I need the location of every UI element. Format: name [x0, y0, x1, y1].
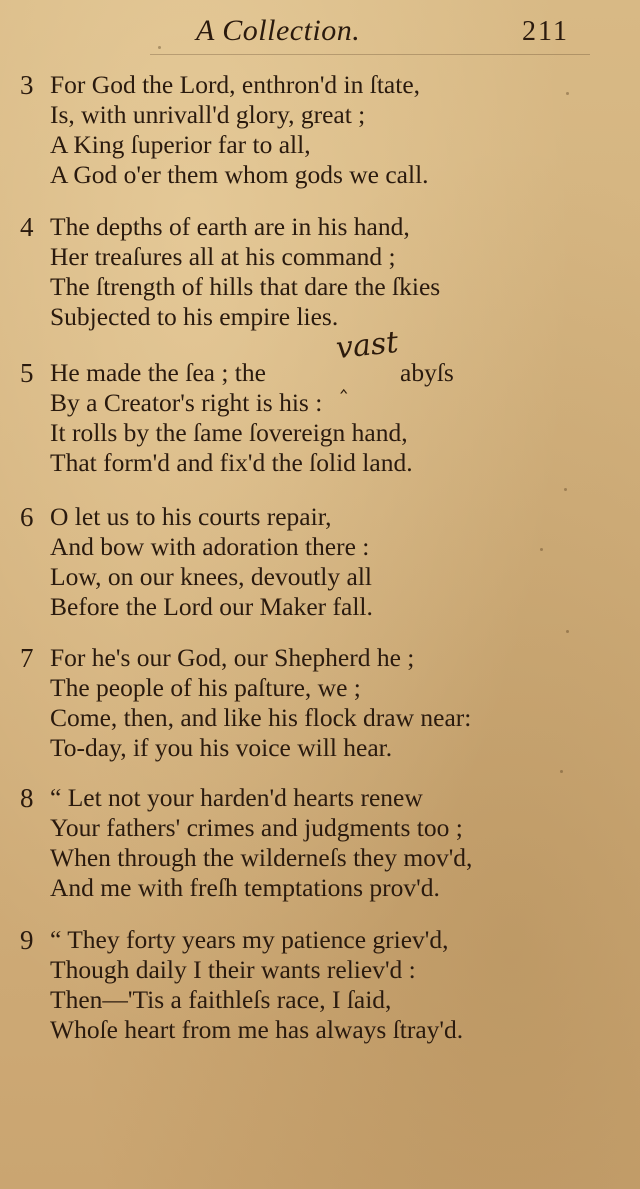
verse-line: Then—'Tis a faithleſs race, I ſaid, — [50, 985, 392, 1014]
paper-speck — [566, 92, 569, 95]
verse-line: By a Creator's right is his : — [50, 388, 323, 417]
verse-line: That form'd and fix'd the ſolid land. — [50, 448, 413, 477]
header-rule — [150, 54, 590, 55]
verse-line: Her treaſures all at his command ; — [50, 242, 396, 271]
verse-line: Low, on our knees, devoutly all — [50, 562, 372, 591]
paper-speck — [566, 630, 569, 633]
stanza-number: 4 — [20, 212, 34, 242]
verse-line: For God the Lord, enthron'd in ſtate, — [50, 70, 421, 99]
verse-line: abyſs — [400, 358, 454, 387]
verse-line: Before the Lord our Maker fall. — [50, 592, 373, 621]
verse-line: Subjected to his empire lies. — [50, 302, 339, 331]
verse-line: The ſtrength of hills that dare the ſkies — [50, 272, 441, 301]
running-title: A Collection. — [196, 14, 361, 47]
verse-line: Is, with unrivall'd glory, great ; — [50, 100, 366, 129]
paper-speck — [540, 548, 543, 551]
verse-line: When through the wilderneſs they mov'd, — [50, 843, 473, 872]
verse-line: It rolls by the ſame ſovereign hand, — [50, 418, 408, 447]
verse-line: O let us to his courts repair, — [50, 502, 332, 531]
verse-line: Whoſe heart from me has always ſtray'd. — [50, 1015, 464, 1044]
stanza-number: 5 — [20, 358, 34, 388]
verse-line: A God o'er them whom gods we call. — [50, 160, 429, 189]
verse-line: Your fathers' crimes and judgments too ; — [50, 813, 463, 842]
stanza-number: 6 — [20, 502, 34, 532]
verse-line: He made the ſea ; the — [50, 358, 266, 387]
stanza-number: 7 — [20, 643, 34, 673]
stanza-number: 9 — [20, 925, 34, 955]
verse-line: To-day, if you his voice will hear. — [50, 733, 393, 762]
verse-line: And bow with adoration there : — [50, 532, 370, 561]
page-header — [0, 14, 640, 58]
verse-line: “ They forty years my patience griev'd, — [50, 925, 449, 954]
handwritten-annotation: vast — [334, 324, 400, 367]
paper-speck — [560, 770, 563, 773]
verse-line: Come, then, and like his flock draw near: — [50, 703, 472, 732]
verse-line: A King ſuperior far to all, — [50, 130, 311, 159]
verse-line: “ Let not your harden'd hearts renew — [50, 783, 423, 812]
page-number: 211 — [522, 16, 569, 47]
verse-line: And me with freſh temptations prov'd. — [50, 873, 440, 902]
insertion-caret-icon: ‸ — [340, 368, 348, 393]
stanza-number: 3 — [20, 70, 34, 100]
verse-line: For he's our God, our Shepherd he ; — [50, 643, 415, 672]
verse-line: Though daily I their wants reliev'd : — [50, 955, 416, 984]
verse-line: The depths of earth are in his hand, — [50, 212, 410, 241]
verse-line: The people of his paſture, we ; — [50, 673, 361, 702]
stanza-number: 8 — [20, 783, 34, 813]
paper-speck — [564, 488, 567, 491]
